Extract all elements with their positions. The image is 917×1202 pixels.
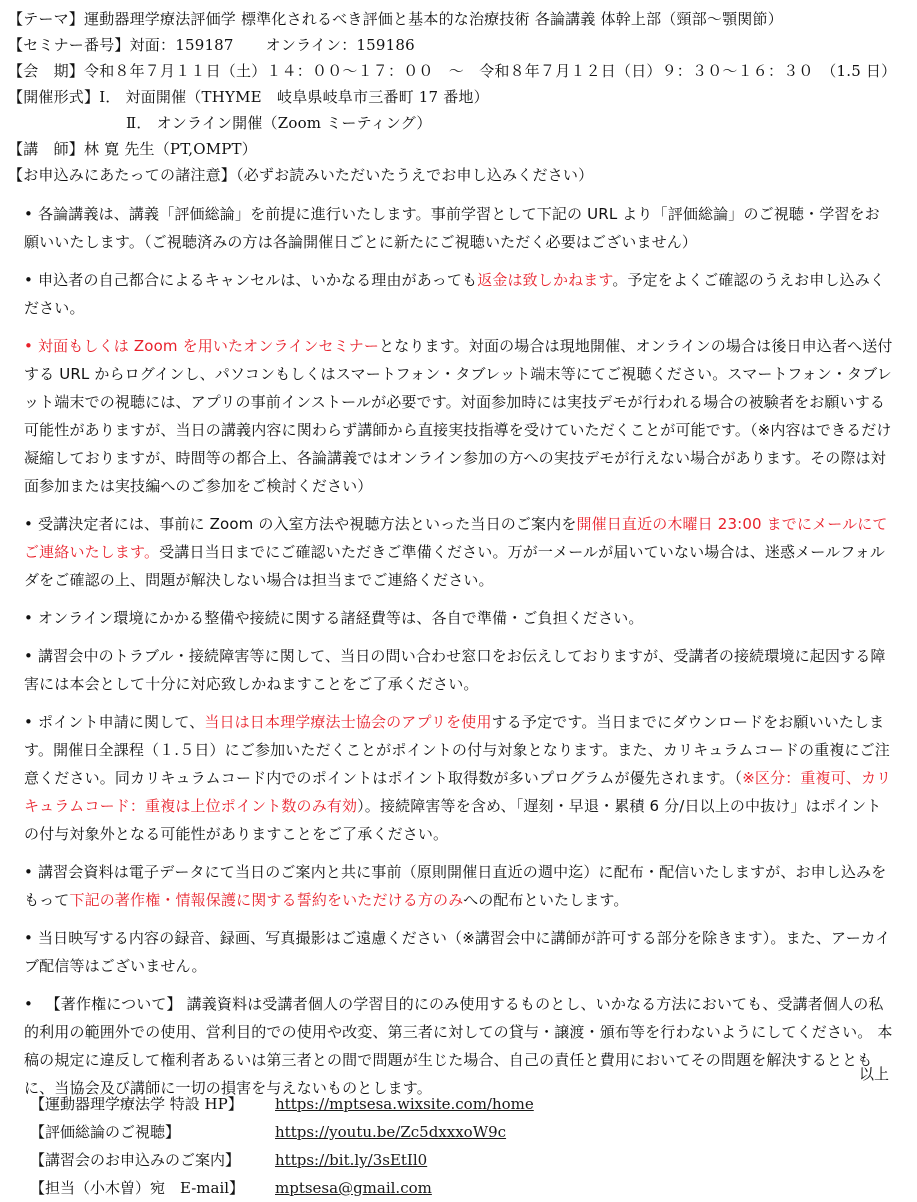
emphasis-text: 開催日直近の木曜日 23:00 までにメールにてご連絡いたします。 (24, 515, 888, 561)
homepage-link[interactable]: https://mptsesa.wixsite.com/home (275, 1095, 534, 1113)
bullet-icon: • (24, 995, 33, 1013)
bullet-icon: • (24, 205, 33, 223)
caution-heading: 【お申込みにあたっての諸注意】（必ずお読みいただいたうえでお申し込みください） (8, 166, 594, 184)
link-row-homepage (30, 1090, 890, 1118)
format-line-1 (8, 84, 908, 110)
notice-item: • オンライン環境にかかる整備や接続に関する諸経費等は、各自で準備・ご負担ください。 (24, 604, 894, 632)
format-label: 【開催形式】 (8, 88, 100, 106)
notice-item: • 受講決定者には、事前に Zoom の入室方法や視聴方法といった当日のご案内を開催日直近の木曜日 23:00 までにメールにてご連絡いたします。受講日当日までにご確認いただきご準備ください。万が一メールが届いていない場合は、迷惑メールフォルダをご確認の上、問題が解決しない場合は担当までご連絡ください。 (24, 510, 894, 594)
notice-item: • 当日映写する内容の録音、録画、写真撮影はご遠慮ください（※講習会中に講師が許可する部分を除きます）。また、アーカイブ配信等はございません。 (24, 924, 894, 980)
period-line: 【会 期】令和８年７月１１日（土）１４：００〜１７：００ 〜 令和８年７月１２日（日）９：３０〜１６：３０ （1.5 日） (8, 62, 897, 80)
contact-links (30, 1090, 890, 1202)
link-label: 【運動器理学療法学 特設 HP】 (30, 1095, 243, 1113)
application-link[interactable]: https://bit.ly/3sEtIl0 (275, 1151, 428, 1169)
notice-item: • 【著作権について】 講義資料は受講者個人の学習目的にのみ使用するものとし、いかなる方法においても、受講者個人の私的利用の範囲外での使用、営利目的での使用や改変、第三者に対しての貸与・譲渡・頒布等を行わないようにしてください。 本稿の規定に違反して権利者あるいは第三者との間で問題が生じた場合、自己の責任と費用においてその問題を解決するとともに、当協会及び講師に一切の損害を与えないものとします。 (24, 990, 894, 1102)
emphasis-text: 下記の著作権・情報保護に関する誓約をいただける方のみ (69, 891, 464, 909)
notice-item: • 講習会資料は電子データにて当日のご案内と共に事前（原則開催日直近の週中迄）に配布・配信いたしますが、お申し込みをもって下記の著作権・情報保護に関する誓約をいただける方のみへの配布といたします。 (24, 858, 894, 914)
bullet-icon: • (24, 713, 33, 731)
theme-line: 【テーマ】運動器理学療法評価学 標準化されるべき評価と基本的な治療技術 各論講義 体幹上部（頸部〜顎関節） (8, 10, 783, 28)
video-link[interactable]: https://youtu.be/Zc5dxxxoW9c (275, 1123, 507, 1141)
seminar-number-in-person: 対面：159187 (129, 36, 234, 54)
link-label: 【評価総論のご視聴】 (30, 1123, 181, 1141)
emphasis-text: 返金は致しかねます (477, 271, 613, 289)
email-link[interactable]: mptsesa@gmail.com (275, 1179, 432, 1197)
seminar-number-online: オンライン：159186 (265, 36, 415, 54)
notice-item: • 対面もしくは Zoom を用いたオンラインセミナーとなります。対面の場合は現地開催、オンラインの場合は後日申込者へ送付する URL からログインし、パソコンもしくはスマートフォン・タブレット端末等にてご視聴ください。スマートフォン・タブレット端末での視聴には、アプリの事前インストールが必要です。対面参加時には実技デモが行われる場合の被験者をお願いする可能性がありますが、当日の講義内容に関わらず講師から直接実技指導を受けていただくことが可能です。（※内容はできるだけ凝縮しておりますが、時間等の都合上、各論講義ではオンライン参加の方への実技デモが行えない場合があります。その際は対面参加または実技編へのご参加をご検討ください） (24, 332, 894, 500)
emphasis-text: ※区分：重複可、カリキュラムコード：重複は上位ポイント数のみ有効 (24, 769, 892, 815)
bullet-icon: • (24, 929, 33, 947)
bullet-icon: • (24, 863, 33, 881)
bullet-icon: • (24, 609, 33, 627)
link-row-email (30, 1174, 890, 1202)
notice-item: • ポイント申請に関して、当日は日本理学療法士協会のアプリを使用する予定です。当日までにダウンロードをお願いいたします。開催日全課程（１.５日）にご参加いただくことがポイントの付与対象となります。また、カリキュラムコードの重複にご注意ください。同カリキュラムコード内でのポイントはポイント取得数が多いプログラムが優先されます。（※区分：重複可、カリキュラムコード：重複は上位ポイント数のみ有効）。接続障害等を含め、「遅刻・早退・累積 6 分/日以上の中抜け」はポイントの付与対象外となる可能性がありますことをご了承ください。 (24, 708, 894, 848)
bullet-icon: • (24, 271, 33, 289)
bullet-icon: • (24, 337, 33, 355)
seminar-number-label: 【セミナー番号】 (8, 36, 130, 54)
format-online: Ⅱ． オンライン開催（Zoom ミーティング） (126, 114, 432, 132)
bullet-icon: • (24, 515, 33, 533)
seminar-number-line (8, 32, 908, 58)
lecturer-line: 【講 師】林 寛 先生（PT,OMPT） (8, 140, 257, 158)
emphasis-text: 当日は日本理学療法士協会のアプリを使用 (204, 713, 492, 731)
format-in-person: Ⅰ． 対面開催（THYME 岐阜県岐阜市三番町 17 番地） (99, 88, 489, 106)
link-row-video (30, 1118, 890, 1146)
notice-item: • 講習会中のトラブル・接続障害等に関して、当日の問い合わせ窓口をお伝えしておりますが、受講者の接続環境に起因する障害には本会として十分に対応致しかねますことをご了承ください。 (24, 642, 894, 698)
notice-item: • 各論講義は、講義「評価総論」を前提に進行いたします。事前学習として下記の URL より「評価総論」のご視聴・学習をお願いいたします。（ご視聴済みの方は各論開催日ごとに新たにご視聴いただく必要はございません） (24, 200, 894, 256)
notice-list (24, 200, 894, 1112)
link-row-application (30, 1146, 890, 1174)
notice-item: • 申込者の自己都合によるキャンセルは、いかなる理由があっても返金は致しかねます。予定をよくご確認のうえお申し込みください。 (24, 266, 894, 322)
seminar-header (8, 6, 908, 188)
link-label: 【担当（小木曽）宛 E-mail】 (30, 1179, 245, 1197)
emphasis-text: 対面もしくは Zoom を用いたオンラインセミナー (38, 337, 380, 355)
format-line-2 (8, 110, 908, 136)
link-label: 【講習会のお申込みのご案内】 (30, 1151, 241, 1169)
bullet-icon: • (24, 647, 33, 665)
closing-text: 以上 (858, 1065, 889, 1083)
